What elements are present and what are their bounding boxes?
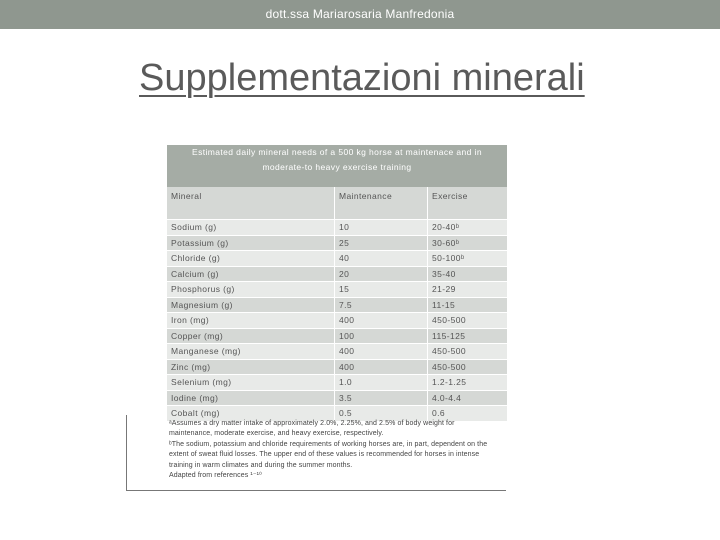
cell-mineral: Sodium (g): [167, 220, 335, 236]
table-caption-line-2: moderate-to heavy exercise training: [262, 162, 412, 172]
cell-mineral: Chloride (g): [167, 251, 335, 267]
cell-maintenance: 0.5: [335, 406, 428, 422]
cell-exercise: 20-40ᵇ: [428, 220, 508, 236]
table-row: [167, 251, 507, 267]
cell-maintenance: 400: [335, 359, 428, 375]
cell-mineral: Magnesium (g): [167, 297, 335, 313]
column-header-maintenance: Maintenance: [335, 187, 428, 220]
table-caption: [167, 145, 507, 187]
table-row: [167, 375, 507, 391]
cell-maintenance: 400: [335, 313, 428, 329]
footnote-line: training in warm climates and during the summer months.: [169, 461, 353, 469]
column-header-mineral: Mineral: [167, 187, 335, 220]
cell-exercise: 115-125: [428, 328, 508, 344]
cell-mineral: Selenium (mg): [167, 375, 335, 391]
cell-maintenance: 10: [335, 220, 428, 236]
footnote-border-bottom: [126, 490, 506, 491]
cell-maintenance: 100: [335, 328, 428, 344]
cell-exercise: 0.6: [428, 406, 508, 422]
cell-maintenance: 3.5: [335, 390, 428, 406]
cell-mineral: Manganese (mg): [167, 344, 335, 360]
cell-exercise: 4.0-4.4: [428, 390, 508, 406]
cell-mineral: Calcium (g): [167, 266, 335, 282]
cell-maintenance: 1.0: [335, 375, 428, 391]
mineral-table-container: [167, 145, 507, 422]
cell-mineral: Phosphorus (g): [167, 282, 335, 298]
table-row: [167, 313, 507, 329]
cell-exercise: 50-100ᵇ: [428, 251, 508, 267]
table-row: [167, 266, 507, 282]
cell-mineral: Potassium (g): [167, 235, 335, 251]
mineral-table: [167, 187, 507, 422]
table-row: [167, 359, 507, 375]
table-row: [167, 220, 507, 236]
cell-maintenance: 20: [335, 266, 428, 282]
table-caption-line-1: Estimated daily mineral needs of a 500 kg horse at maintenace and in: [192, 147, 482, 157]
table-row: [167, 328, 507, 344]
cell-exercise: 30-60ᵇ: [428, 235, 508, 251]
cell-maintenance: 15: [335, 282, 428, 298]
footnote-line: extent of sweat fluid losses. The upper end of these values is recommended for horses in intense: [169, 451, 480, 459]
footnote-line: ᵇThe sodium, potassium and chloride requirements of working horses are, in part, dependent on the: [169, 440, 488, 448]
table-row: [167, 235, 507, 251]
cell-mineral: Iron (mg): [167, 313, 335, 329]
column-header-exercise: Exercise: [428, 187, 508, 220]
table-row: [167, 344, 507, 360]
cell-maintenance: 400: [335, 344, 428, 360]
table-header-row: [167, 187, 507, 220]
footnote-line: ᵃAssumes a dry matter intake of approximately 2.0%, 2.25%, and 2.5% of body weight for: [169, 420, 455, 427]
cell-mineral: Copper (mg): [167, 328, 335, 344]
cell-mineral: Zinc (mg): [167, 359, 335, 375]
cell-exercise: 450-500: [428, 344, 508, 360]
cell-exercise: 450-500: [428, 313, 508, 329]
footnote-line: Adapted from references ¹⁻¹⁰: [169, 472, 262, 480]
table-footnote: [169, 419, 541, 481]
cell-exercise: 21-29: [428, 282, 508, 298]
footnote-border-left: [126, 415, 127, 491]
slide-title: Supplementazioni minerali: [139, 57, 585, 99]
cell-exercise: 1.2-1.25: [428, 375, 508, 391]
cell-maintenance: 40: [335, 251, 428, 267]
author-label: dott.ssa Mariarosaria Manfredonia: [265, 7, 455, 21]
footnote-line: maintenance, moderate exercise, and heavy exercise, respectively.: [169, 430, 384, 438]
cell-exercise: 11-15: [428, 297, 508, 313]
table-row: [167, 282, 507, 298]
table-row: [167, 297, 507, 313]
cell-exercise: 450-500: [428, 359, 508, 375]
cell-mineral: Cobalt (mg): [167, 406, 335, 422]
cell-exercise: 35-40: [428, 266, 508, 282]
table-row: [167, 390, 507, 406]
cell-maintenance: 25: [335, 235, 428, 251]
cell-mineral: Iodine (mg): [167, 390, 335, 406]
cell-maintenance: 7.5: [335, 297, 428, 313]
